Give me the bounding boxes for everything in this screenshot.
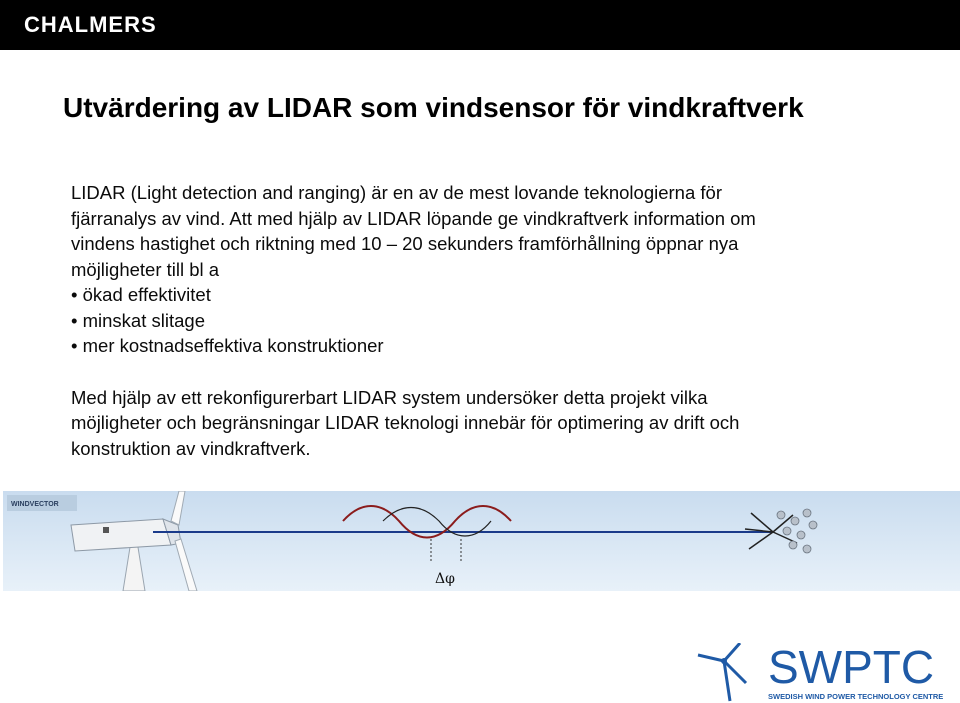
windvector-text: WINDVECTOR [11, 501, 59, 508]
closing-line: konstruktion av vindkraftverk. [71, 437, 311, 459]
intro-line: vindens hastighet och riktning med 10 – 20 sekunders framförhållning öppnar nya [71, 233, 739, 254]
phase-label: Δφ [435, 571, 455, 587]
intro-line: fjärranalys av vind. Att med hjälp av LIDAR löpande ge vindkraftverk information om [71, 207, 756, 229]
header-bar [0, 0, 960, 50]
benefit-item: • minskat slitage [71, 308, 871, 334]
closing-line: Med hjälp av ett rekonfigurerbart LIDAR system undersöker detta projekt vilka [71, 386, 708, 408]
lidar-illustration [3, 491, 960, 591]
intro-line: LIDAR (Light detection and ranging) är en av de mest lovande teknologierna för [71, 182, 722, 203]
body-text [71, 180, 871, 461]
page-title: Utvärdering av LIDAR som vindsensor för vindkraftverk [63, 92, 804, 123]
benefit-item: • mer kostnadseffektiva konstruktioner [71, 333, 871, 359]
swptc-wordmark: SWPTC [768, 643, 935, 693]
swptc-logo [690, 643, 960, 703]
benefit-item: • ökad effektivitet [71, 282, 871, 308]
benefit-list [71, 282, 871, 359]
closing-line: möjligheter och begränsningar LIDAR teknologi innebär för optimering av drift och [71, 412, 740, 433]
swptc-tagline: SWEDISH WIND POWER TECHNOLOGY CENTRE [768, 692, 944, 701]
intro-line: möjligheter till bl a [71, 258, 220, 280]
chalmers-logo: CHALMERS [24, 12, 157, 37]
turbine-logo-icon [698, 643, 746, 701]
